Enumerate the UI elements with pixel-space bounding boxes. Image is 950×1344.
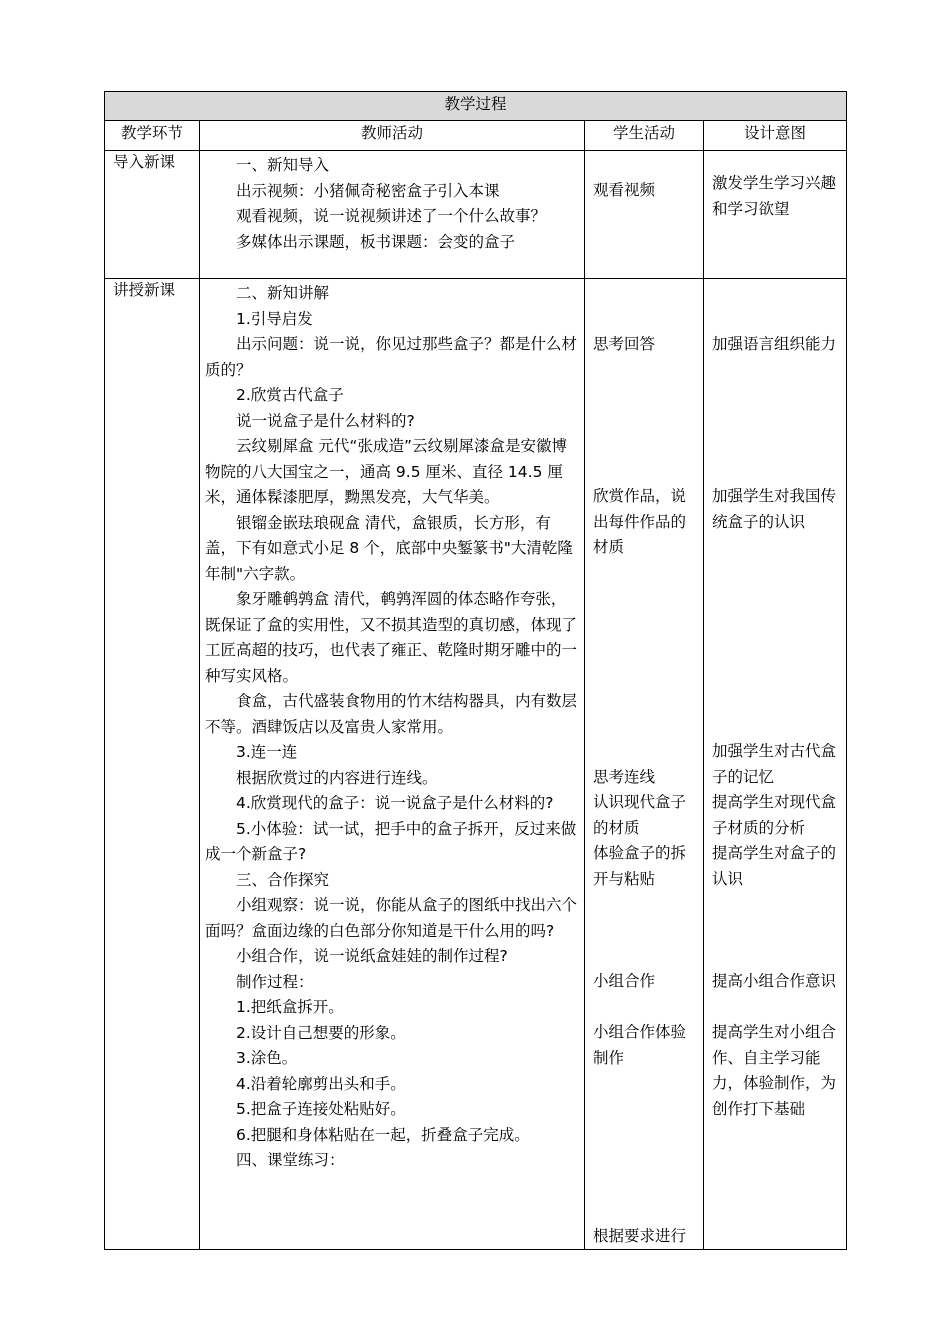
teacher-line: 说一说盒子是什么材料的? <box>236 411 415 430</box>
student-activity: 小组合作体验制作 <box>593 1023 687 1067</box>
teacher-line: 小组观察：说一说，你能从盒子的图纸中找出六个面吗？盒面边缘的白色部分你知道是干什么用的吗? <box>205 896 578 940</box>
student-activity: 思考连线 <box>593 768 656 786</box>
design-intent: 加强语言组织能力 <box>712 335 837 353</box>
teacher-line: 2.欣赏古代盒子 <box>236 386 344 404</box>
teacher-line: 象牙雕鹌鹑盒 清代，鹌鹑浑圆的体态略作夸张，既保证了盒的实用性，又不损其造型的真切感，体现了工匠高超的技巧，也代表了雍正、乾隆时期牙雕中的一种写实风格。 <box>205 590 578 685</box>
teacher-line: 二、新知讲解 <box>236 284 330 302</box>
teacher-line: 2.设计自己想要的形象。 <box>236 1023 406 1042</box>
student-activity: 体验盒子的拆开与粘贴 <box>593 844 687 888</box>
teacher-line: 1.把纸盒拆开。 <box>236 998 344 1016</box>
design-intent-cell <box>704 279 847 1250</box>
teacher-line: 出示视频：小猪佩奇秘密盒子引入本课 <box>236 181 500 200</box>
teacher-line: 三、合作探究 <box>236 870 330 889</box>
design-intent: 提高学生对盒子的认识 <box>712 844 837 888</box>
student-activity: 根据要求进行 <box>593 1227 687 1245</box>
student-activity-cell <box>585 151 704 279</box>
design-intent: 激发学生学习兴趣和学习欲望 <box>712 174 837 218</box>
stage-cell: 导入新课 <box>105 151 200 279</box>
header-stage: 教学环节 <box>105 121 200 151</box>
teacher-line: 4.欣赏现代的盒子：说一说盒子是什么材料的? <box>236 794 554 812</box>
teacher-line: 3.涂色。 <box>236 1049 298 1067</box>
teacher-line: 一、新知导入 <box>236 156 330 174</box>
header-student-activity: 学生活动 <box>585 121 704 151</box>
teacher-line: 食盒，古代盛装食物用的竹木结构器具，内有数层不等。酒肆饭店以及富贵人家常用。 <box>205 692 578 736</box>
student-activity: 认识现代盒子的材质 <box>593 793 687 837</box>
teacher-line: 制作过程： <box>236 972 314 991</box>
teacher-line: 3.连一连 <box>236 743 298 761</box>
teacher-line: 出示问题：说一说，你见过那些盒子？都是什么材质的？ <box>205 335 578 379</box>
teacher-line: 6.把腿和身体粘贴在一起，折叠盒子完成。 <box>236 1125 530 1144</box>
student-activity-cell <box>585 279 704 1250</box>
teacher-line: 5.把盒子连接处粘贴好。 <box>236 1100 406 1118</box>
teacher-line: 云纹剔犀盒 元代“张成造”云纹剔犀漆盒是安徽博物院的八大国宝之一，通高 9.5 厘米、直径 14.5 厘米，通体髹漆肥厚，黝黑发亮，大气华美。 <box>205 437 567 506</box>
student-activity: 观看视频 <box>593 181 656 199</box>
design-intent: 提高学生对小组合作、自主学习能力，体验制作，为创作打下基础 <box>712 1023 837 1118</box>
table-title: 教学过程 <box>105 92 847 121</box>
teacher-activity-cell <box>200 279 585 1250</box>
teacher-line: 四、课堂练习： <box>236 1151 345 1169</box>
student-activity: 思考回答 <box>593 335 656 353</box>
design-intent: 加强学生对我国传统盒子的认识 <box>712 487 837 531</box>
header-teacher-activity: 教师活动 <box>200 121 585 151</box>
teacher-line: 4.沿着轮廓剪出头和手。 <box>236 1074 406 1093</box>
teaching-process-table <box>104 91 847 1250</box>
table-row <box>105 279 847 1250</box>
design-intent: 提高学生对现代盒子材质的分析 <box>712 793 837 837</box>
table-row <box>105 151 847 279</box>
teacher-line: 1.引导启发 <box>236 309 313 328</box>
teacher-line: 观看视频，说一说视频讲述了一个什么故事？ <box>236 207 547 225</box>
teacher-line: 银镏金嵌珐琅砚盒 清代，盒银质，长方形，有盖，下有如意式小足 8 个，底部中央錾篆书"大清乾隆年制"六字款。 <box>205 513 573 583</box>
design-intent: 提高小组合作意识 <box>712 972 837 990</box>
teacher-line: 根据欣赏过的内容进行连线。 <box>236 768 438 787</box>
teacher-line: 多媒体出示课题，板书课题：会变的盒子 <box>236 232 516 251</box>
teacher-line: 5.小体验：试一试，把手中的盒子拆开，反过来做成一个新盒子? <box>205 819 577 863</box>
teacher-line: 小组合作，说一说纸盒娃娃的制作过程? <box>236 947 508 965</box>
student-activity: 小组合作 <box>593 972 656 990</box>
header-design-intent: 设计意图 <box>704 121 847 151</box>
design-intent: 加强学生对古代盒子的记忆 <box>712 742 837 786</box>
design-intent-cell <box>704 151 847 279</box>
student-activity: 欣赏作品，说出每件作品的材质 <box>593 487 687 556</box>
teacher-activity-cell <box>200 151 585 279</box>
stage-cell: 讲授新课 <box>105 279 200 1250</box>
